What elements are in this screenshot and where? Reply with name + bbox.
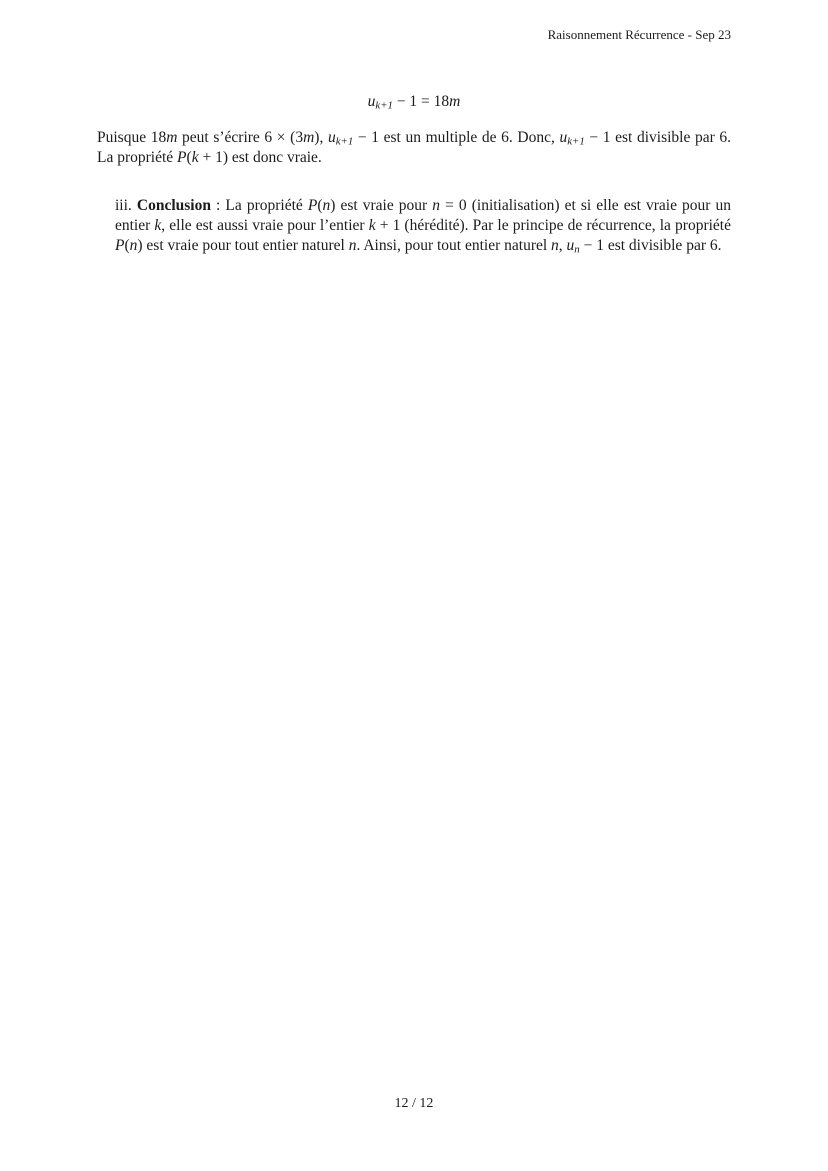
- math-var-k: k: [191, 149, 199, 166]
- text-run: + 1 (hérédité). Par le principe de récurrence, la propriété: [375, 217, 731, 234]
- text-run: : La propriété: [210, 197, 308, 214]
- math-var-m: m: [166, 129, 178, 146]
- math-var-P: P: [307, 197, 318, 214]
- math-var-n: n: [348, 237, 357, 254]
- list-marker: iii.: [115, 197, 137, 214]
- math-var-n: n: [551, 237, 559, 254]
- page-number: [0, 1095, 828, 1113]
- text-run: ) est vraie pour tout entier naturel: [137, 237, 349, 254]
- conclusion-label: Conclusion: [136, 197, 211, 214]
- math-var-m: m: [303, 129, 315, 146]
- paragraph-conclusion: [115, 196, 731, 256]
- math-var-P: P: [177, 149, 187, 166]
- header-title: Raisonnement Récurrence - Sep 23: [547, 27, 731, 42]
- math-subscript: k+1: [335, 135, 354, 148]
- text-run: ) est vraie pour: [330, 197, 433, 214]
- math-var-u: u: [559, 129, 568, 146]
- math-var-n: n: [322, 197, 331, 214]
- text-run: , elle est aussi vraie pour l’entier: [161, 217, 369, 234]
- text-run: ),: [314, 129, 328, 146]
- text-run: − 1 est divisible par 6.: [579, 237, 722, 254]
- text-run: Puisque 18: [97, 129, 167, 146]
- math-var-k: k: [154, 217, 162, 234]
- math-subscript: k+1: [567, 135, 585, 148]
- text-run: − 1 = 18: [392, 93, 450, 110]
- math-subscript: k+1: [375, 99, 393, 112]
- page-number-text: 12 / 12: [394, 1096, 434, 1111]
- text-run: − 1 est un multiple de 6. Donc,: [353, 129, 560, 146]
- text-run: ,: [558, 237, 567, 254]
- math-var-n: n: [129, 237, 138, 254]
- text-run: peut s’écrire 6 × (3: [177, 129, 304, 146]
- math-var-k: k: [368, 217, 376, 234]
- text-run: . Ainsi, pour tout entier naturel: [356, 237, 552, 254]
- math-var-P: P: [115, 237, 125, 254]
- math-var-u: u: [327, 129, 336, 146]
- text-run: − 1 est divisible par 6. La propriété: [97, 129, 732, 166]
- math-var-u: u: [367, 93, 376, 110]
- math-var-u: u: [566, 237, 575, 254]
- page-header: [97, 27, 731, 43]
- math-subscript: n: [574, 243, 580, 256]
- paragraph-divisibility: [97, 128, 731, 168]
- text-run: + 1) est donc vraie.: [198, 149, 322, 166]
- text-run: (: [317, 197, 323, 214]
- text-run: = 0 (initialisation) et si elle est vraie pour un entier: [115, 197, 732, 234]
- text-run: (: [124, 237, 130, 254]
- equation-display: [97, 92, 731, 112]
- math-var-m: m: [449, 93, 461, 110]
- text-run: (: [186, 149, 192, 166]
- math-var-n: n: [432, 197, 441, 214]
